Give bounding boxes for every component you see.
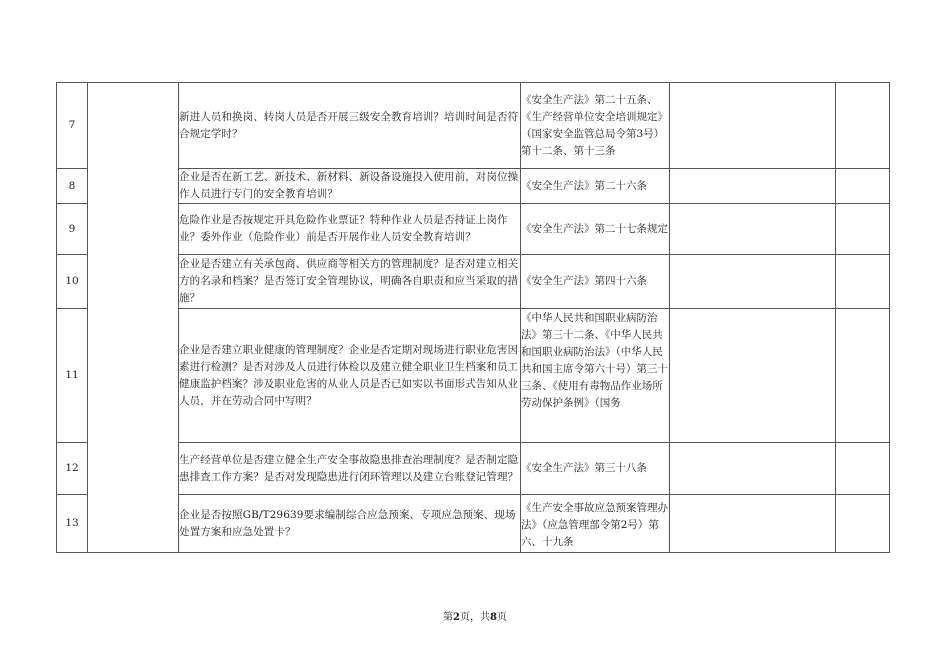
legal-basis: 《安全生产法》第二十七条规定 (521, 204, 670, 255)
check-item: 企业是否建立职业健康的管理制度？企业是否定期对现场进行职业危害因素进行检测？是否对涉及人员进行体检以及建立健全职业卫生档案和员工健康监护档案？涉及职业危害的从业人员是否已如实以书面形式告知从业人员，并在劳动合同中写明？ (179, 309, 521, 443)
checklist-sheet (56, 82, 890, 553)
legal-basis-text: 《中华人民共和国职业病防治法》第三十二条、《中华人民共和国职业病防治法》（中华人民共和国主席令第六十号）第三十三条、《使用有毒物品作业场所劳动保护条例》（国务 (521, 311, 668, 409)
result-cell (670, 443, 836, 495)
category-cell (88, 83, 179, 553)
row-number: 8 (57, 169, 88, 204)
table-row (57, 255, 890, 309)
legal-basis-text: 《生产安全事故应急预案管理办法》（应急管理部令第2号）第六、十九条 (521, 501, 668, 548)
remark-cell (836, 309, 890, 443)
check-item: 新进人员和换岗、转岗人员是否开展三级安全教育培训？培训时间是否符合规定学时？ (179, 83, 521, 169)
check-item: 生产经营单位是否建立健全生产安全事故隐患排查治理制度？是否制定隐患排查工作方案？是否对发现隐患进行闭环管理以及建立台账登记管理？ (179, 443, 521, 495)
remark-cell (836, 443, 890, 495)
legal-basis: 《安全生产法》第二十五条、《生产经营单位安全培训规定》（国家安全监管总局令第3号）第十二条、第十三条 (521, 83, 670, 169)
check-item: 危险作业是否按规定开具危险作业票证？特种作业人员是否持证上岗作业？委外作业（危险作业）前是否开展作业人员安全教育培训？ (179, 204, 521, 255)
legal-basis: 《安全生产法》第二十六条 (521, 169, 670, 204)
table-row (57, 495, 890, 553)
remark-cell (836, 169, 890, 204)
row-number: 9 (57, 204, 88, 255)
page-footer (0, 608, 950, 623)
table-row (57, 443, 890, 495)
legal-basis: 《安全生产法》第四十六条 (521, 255, 670, 309)
legal-basis (521, 495, 670, 553)
row-number: 7 (57, 83, 88, 169)
current-page-number: 2 (453, 612, 460, 623)
remark-cell (836, 495, 890, 553)
footer-middle: 页，共 (460, 612, 490, 623)
inspection-table (56, 82, 890, 553)
result-cell (670, 495, 836, 553)
legal-basis (521, 309, 670, 443)
result-cell (670, 309, 836, 443)
table-row (57, 83, 890, 169)
footer-suffix: 页 (496, 612, 507, 623)
result-cell (670, 169, 836, 204)
footer-prefix: 第 (443, 612, 454, 623)
result-cell (670, 204, 836, 255)
total-page-number: 8 (490, 612, 497, 623)
remark-cell (836, 204, 890, 255)
row-number: 11 (57, 309, 88, 443)
row-number: 12 (57, 443, 88, 495)
check-item: 企业是否建立有关承包商、供应商等相关方的管理制度？是否对建立相关方的名录和档案？是否签订安全管理协议，明确各自职责和应当采取的措施？ (179, 255, 521, 309)
table-row (57, 309, 890, 443)
remark-cell (836, 83, 890, 169)
table-row (57, 204, 890, 255)
table-row (57, 169, 890, 204)
check-item: 企业是否按照GB/T29639要求编制综合应急预案、专项应急预案、现场处置方案和应急处置卡？ (179, 495, 521, 553)
result-cell (670, 83, 836, 169)
check-item: 企业是否在新工艺、新技术、新材料、新设备设施投入使用前，对岗位操作人员进行专门的安全教育培训？ (179, 169, 521, 204)
legal-basis: 《安全生产法》第三十八条 (521, 443, 670, 495)
remark-cell (836, 255, 890, 309)
row-number: 13 (57, 495, 88, 553)
row-number: 10 (57, 255, 88, 309)
result-cell (670, 255, 836, 309)
